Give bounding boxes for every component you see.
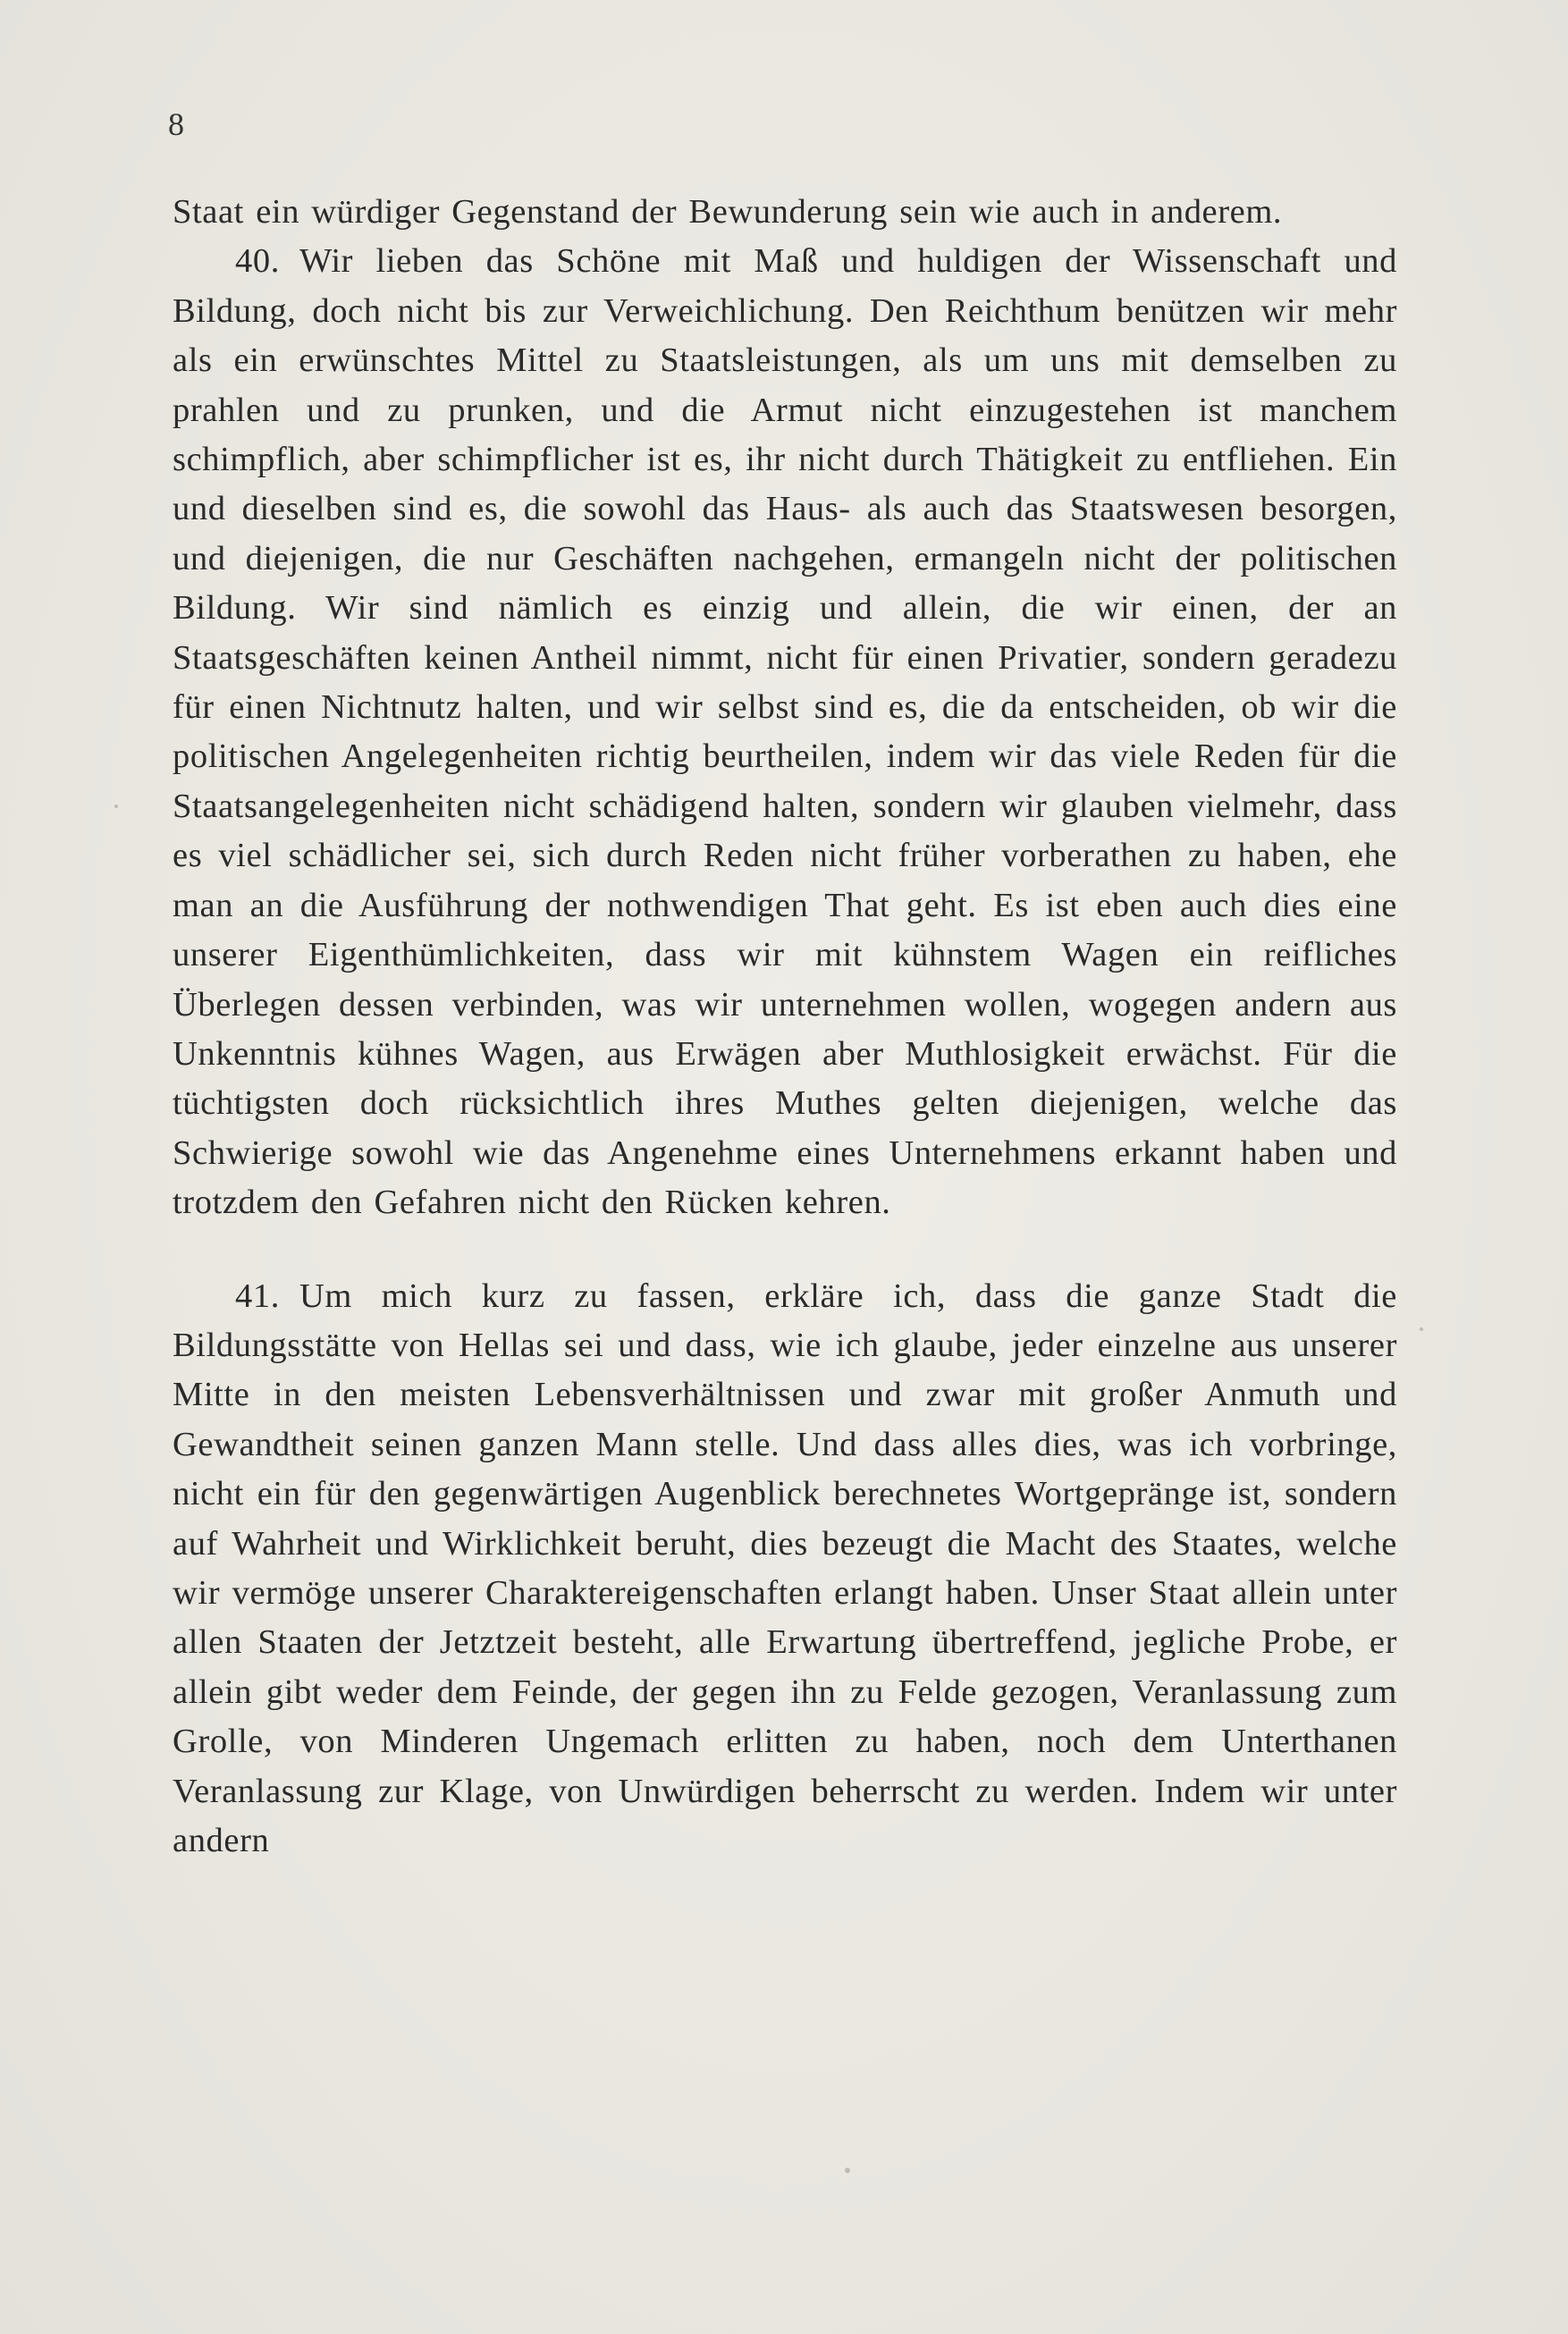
paragraph-40	[173, 237, 1397, 1227]
paper-speck	[1420, 1327, 1423, 1331]
paragraph-41	[173, 1272, 1397, 1866]
paragraph-text: Staat ein würdiger Gegenstand der Bewunderung sein wie auch in anderem.	[173, 193, 1283, 231]
paragraph-text: Um mich kurz zu fassen, erkläre ich, dass die ganze Stadt die Bildungsstätte von Hellas sei und dass, wie ich glaube, jeder einzelne aus unserer Mitte in den meisten Lebensverhältnissen und zwar mit großer Anmuth und Gewandtheit seinen ganzen Mann stelle. Und dass alles dies, was ich vorbringe, nicht ein für den gegenwärtigen Augenblick berechnetes Wortgepränge ist, sondern auf Wahrheit und Wirklichkeit beruht, dies bezeugt die Macht des Staates, welche wir vermöge unserer Charaktereigenschaften erlangt haben. Unser Staat allein unter allen Staaten der Jetztzeit besteht, alle Erwartung übertreffend, jegliche Probe, er allein gibt weder dem Feinde, der gegen ihn zu Felde gezogen, Veranlassung zum Grolle, von Minderen Ungemach erlitten zu haben, noch dem Unterthanen Veranlassung zur Klage, von Unwürdigen beherrscht zu werden. Indem wir unter andern	[173, 1277, 1397, 1859]
paper-speck	[845, 2168, 850, 2173]
paper-speck	[114, 805, 118, 808]
paragraph-number: 40.	[235, 242, 280, 281]
page-number: 8	[168, 106, 185, 142]
paragraph-number: 41.	[235, 1277, 280, 1315]
body-text	[173, 188, 1397, 1866]
paragraph-continuation	[173, 188, 1397, 237]
paragraph-text: Wir lieben das Schöne mit Maß und huldigen der Wissenschaft und Bildung, doch nicht bis zur Verweichlichung. Den Reichthum benützen wir mehr als ein erwünschtes Mittel zu Staatsleistungen, als um uns mit demselben zu prahlen und zu prunken, und die Armut nicht einzugestehen ist manchem schimpflich, aber schimpflicher ist es, ihr nicht durch Thätigkeit zu entfliehen. Ein und dieselben sind es, die sowohl das Haus- als auch das Staatswesen besorgen, und diejenigen, die nur Geschäften nachgehen, ermangeln nicht der politischen Bildung. Wir sind nämlich es einzig und allein, die wir einen, der an Staatsgeschäften keinen Antheil nimmt, nicht für einen Privatier, sondern geradezu für einen Nichtnutz halten, und wir selbst sind es, die da entscheiden, ob wir die politischen Angelegenheiten richtig beurtheilen, indem wir das viele Reden für die Staatsangelegenheiten nicht schädigend halten, sondern wir glauben vielmehr, dass es viel schädlicher sei, sich durch Reden nicht früher vorberathen zu haben, ehe man an die Ausführung der nothwendigen That geht. Es ist eben auch dies eine unserer Eigenthümlichkeiten, dass wir mit kühnstem Wagen ein reifliches Überlegen dessen verbinden, was wir unternehmen wollen, wogegen andern aus Unkenntnis kühnes Wagen, aus Erwägen aber Muthlosigkeit erwächst. Für die tüchtigsten doch rücksichtlich ihres Muthes gelten diejenigen, welche das Schwierige sowohl wie das Angenehme eines Unternehmens erkannt haben und trotzdem den Gefahren nicht den Rücken kehren.	[173, 242, 1397, 1222]
